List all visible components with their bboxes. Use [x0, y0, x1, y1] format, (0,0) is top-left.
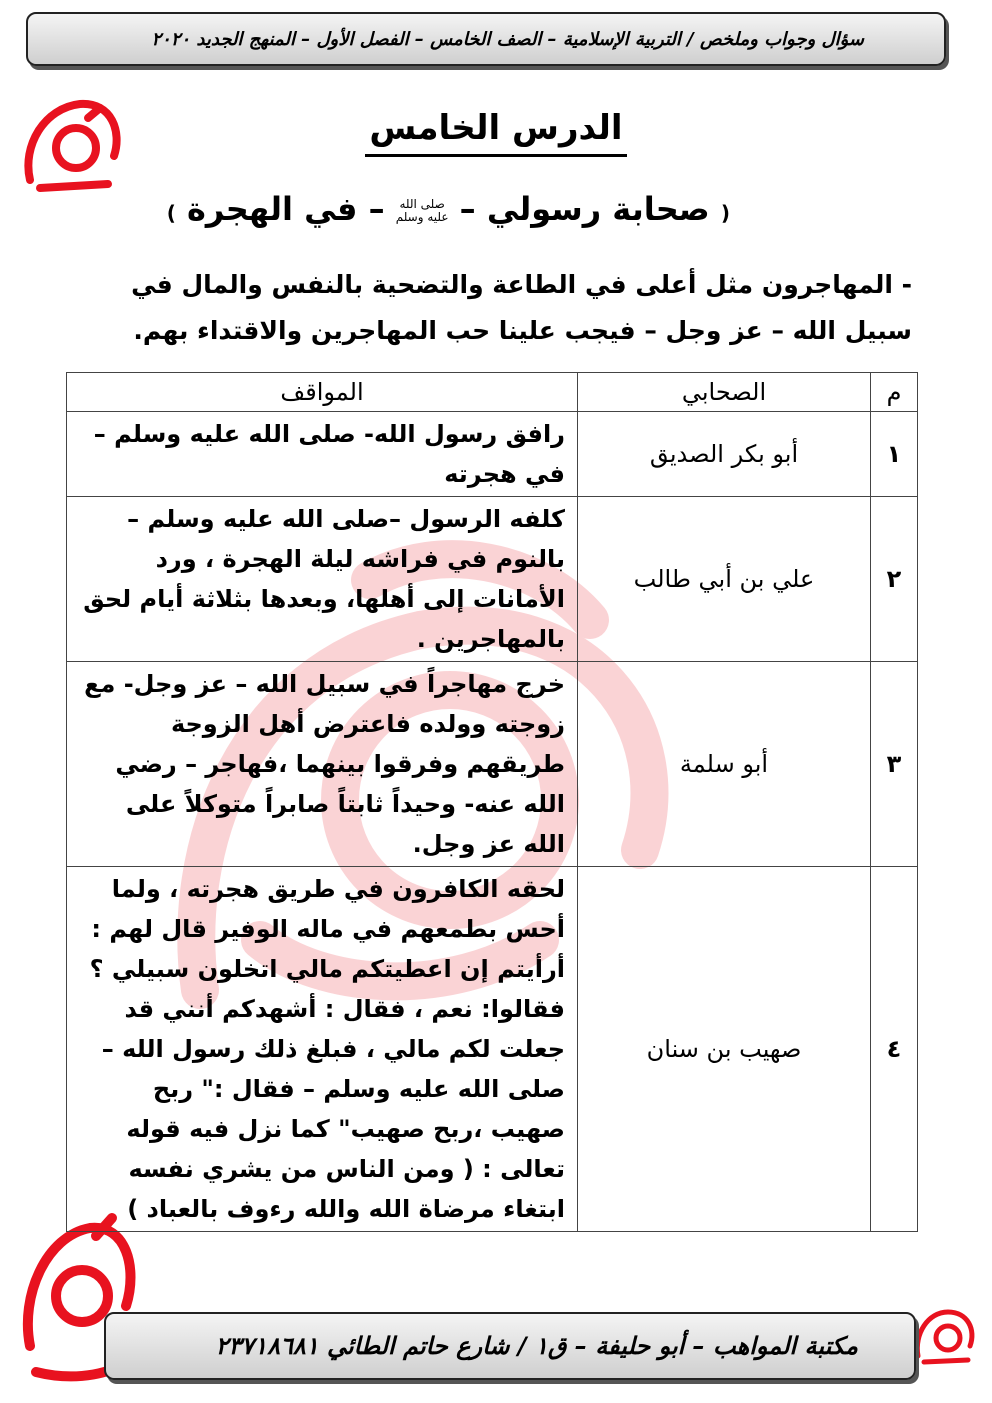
- header-bar: [26, 12, 946, 66]
- companions-table: [66, 372, 918, 1232]
- footer-bar: [104, 1312, 916, 1380]
- row-num: ٢: [871, 497, 918, 662]
- row-text: خرج مهاجراً في سبيل الله – عز وجل- مع زوجته وولده فاعترض أهل الزوجة طريقهم وفرقوا بينهما ،فهاجر – رضي الله عنه- وحيداً ثابتاً صابراً متوكلاً على الله عز وجل.: [67, 662, 578, 867]
- table-row: [67, 867, 918, 1232]
- row-name: صهيب بن سنان: [578, 867, 871, 1232]
- table-row: [67, 497, 918, 662]
- header-positions: المواقف: [67, 373, 578, 412]
- footer-text: مكتبة المواهب – أبو حليفة – ق١ / شارع حاتم الطائي ٢٣٧١٨٦٨١: [215, 1332, 858, 1360]
- lesson-title: الدرس الخامس: [0, 108, 992, 148]
- intro-paragraph: - المهاجرون مثل أعلى في الطاعة والتضحية بالنفس والمال في سبيل الله – عز وجل – فيجب علينا حب المهاجرين والاقتداء بهم.: [131, 270, 912, 345]
- row-text: لحقه الكافرون في طريق هجرته ، ولما أحس بطمعهم في ماله الوفير قال لهم : أرأيتم إن اعطيتكم مالي اتخلون سبيلي ؟ فقالوا: نعم ، فقال : أشهدكم أنني قد جعلت لكم مالي ، فبلغ ذلك رسول الله – صلى الله عليه وسلم – فقال :" ربح صهيب ،ربح صهيب" كما نزل فيه قوله تعالى : ( ومن الناس من يشري نفسه ابتغاء مرضاة الله والله رءوف بالعباد ): [67, 867, 578, 1232]
- row-num: ٤: [871, 867, 918, 1232]
- table-header-row: [67, 373, 918, 412]
- header-text: سؤال وجواب وملخص / التربية الإسلامية – الصف الخامس – الفصل الأول – المنهج الجديد ٢٠٢٠: [151, 28, 864, 50]
- brand-logo-footer: [910, 1300, 982, 1370]
- row-text: كلفه الرسول –صلى الله عليه وسلم – بالنوم في فراشه ليلة الهجرة ، ورد الأمانات إلى أهلها، وبعدها بثلاثة أيام لحق بالمهاجرين .: [67, 497, 578, 662]
- table-row: [67, 412, 918, 497]
- row-name: أبو سلمة: [578, 662, 871, 867]
- row-text: رافق رسول الله- صلى الله عليه وسلم – في هجرته: [67, 412, 578, 497]
- row-name: أبو بكر الصديق: [578, 412, 871, 497]
- row-num: ١: [871, 412, 918, 497]
- header-name: الصحابي: [578, 373, 871, 412]
- lesson-subtitle: ( صحابة رسولي – صلى الله عليه وسلم – في الهجرة ): [166, 190, 730, 228]
- row-name: علي بن أبي طالب: [578, 497, 871, 662]
- header-num: م: [871, 373, 918, 412]
- table-row: [67, 662, 918, 867]
- row-num: ٣: [871, 662, 918, 867]
- salutation-mark: صلى الله عليه وسلم: [395, 197, 449, 224]
